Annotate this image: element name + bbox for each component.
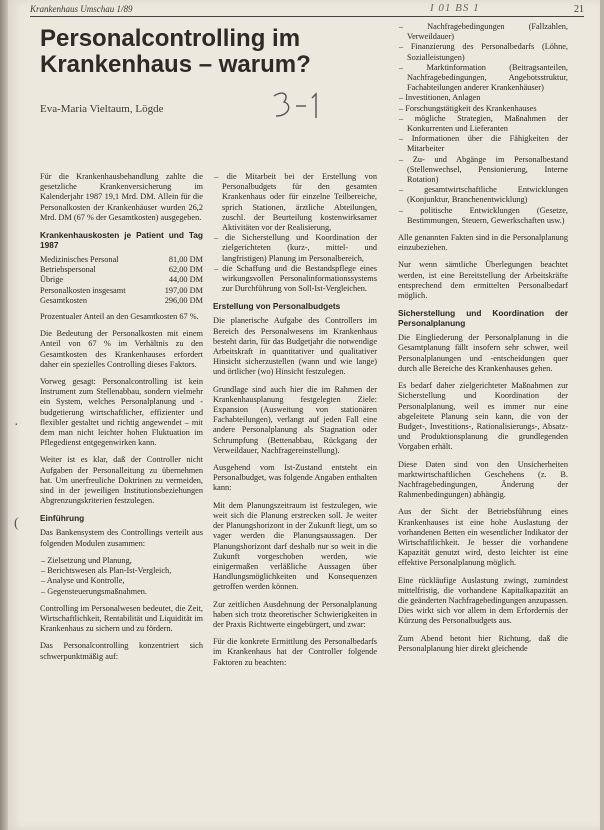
binding-edge — [0, 0, 8, 830]
cost-table — [40, 255, 203, 306]
author-byline: Eva-Maria Vieltaum, Lögde — [40, 103, 164, 115]
paragraph: Zur zeitlichen Ausdehnung der Personalplanung haben sich trotz theoretischer Schwierigkeiten in der Praxis Richtwerte eingebürgert, und zwar: — [213, 599, 377, 629]
column-3 — [398, 22, 568, 661]
paragraph: Für die konkrete Ermittlung des Personalbedarfs im Krankenhaus hat der Controller folgende Faktoren zu beachten: — [213, 637, 377, 667]
margin-mark: · — [14, 418, 19, 433]
list-item: – Nachfragebedingungen (Fallzahlen, Verweildauer) — [407, 22, 568, 42]
list-item: – Marktinformation (Beitragsanteilen, Nachfragebedingungen, Angebotsstruktur, Fachabteilungen anderer Krankenhäuser) — [407, 63, 568, 94]
title-line-2: Krankenhaus – warum? — [40, 51, 311, 78]
cost-heading: Krankenhauskosten je Patient und Tag 1987 — [40, 230, 203, 251]
list-item: – Finanzierung des Personalbedarfs (Löhne, Sozialleistungen) — [407, 42, 568, 62]
paragraph: Die Eingliederung der Personalplanung in die Gesamtplanung fällt insofern sehr schwer, weil Personalplanungen und -entscheidungen quer durch alle Bereiche des Krankenhauses gehen. — [398, 333, 568, 373]
paragraph: Diese Daten sind von den Unsicherheiten marktwirtschaftlichen Geschehens (z. B. Nachfragebedingungen, Änderung der Rahmenbedingungen) abhängig. — [398, 459, 568, 500]
cost-label: Betriebspersonal — [40, 265, 96, 275]
cost-row — [40, 286, 203, 296]
paragraph: Grundlage sind auch hier die im Rahmen der Krankenhausplanung festgelegten Ziele: Expansion (Ausweitung von stationären Fachabteilungen), verlangt auf jeden Fall eine andere Personalplanung als Stagnation oder Schrumpfung (Bettenabbau, Rückgang der Verweildauer, Nachfragereinstellung). — [213, 384, 377, 455]
cost-amount: 44,00 DM — [168, 275, 203, 285]
paragraph: Es bedarf daher zielgerichteter Maßnahmen zur Sicherstellung und Koordination der Personalplanung, weil es immer nur eine abgeleitete Planung sein kann, die von der Budget-, Investitions-, Rationalisierungs-, Absatz- und Produktionsplanung die grundlegenden Vorgaben erhält. — [398, 381, 568, 452]
running-header — [30, 4, 584, 16]
list-item: – die Sicherstellung und Koordination der zielgerichteten (kurz-, mittel- und langfristigen) Planung im Personalbereich, — [222, 233, 377, 264]
cost-label: Medizinisches Personal — [40, 255, 119, 265]
cost-amount: 62,00 DM — [168, 265, 203, 275]
archive-stamp: I 01 BS 1 — [430, 2, 480, 14]
paragraph: Nur wenn sämtliche Überlegungen beachtet werden, ist eine Bereitstellung der Arbeitskräfte entsprechend dem ermittelten Personalbedarf möglich. — [398, 260, 568, 301]
list-item: – mögliche Strategien, Maßnahmen der Konkurrenten und Lieferanten — [407, 114, 568, 134]
list-item: – Berichtswesen als Plan-Ist-Vergleich, — [49, 566, 203, 576]
cost-amount: 197,00 DM — [164, 285, 203, 295]
cost-row — [40, 255, 203, 265]
list-item: – die Schaffung und die Bestandspflege eines wirkungsvollen Personalinformationssystems zur Durchführung von Soll-Ist-Vergleichen. — [222, 264, 377, 295]
intro-paragraph: Für die Krankenhausbehandlung zahlte die gesetzliche Krankenversicherung im Kalenderjahr 1987 19,1 Mrd. DM. Allein für die Personalkosten der Krankenhäuser wurden 26,2 Mrd. DM (67 % der Gesamtkosten) ausgegeben. — [40, 172, 203, 222]
page-number: 21 — [574, 4, 584, 15]
cost-label: Personalkosten insgesamt — [40, 285, 126, 295]
cost-amount: 296,00 DM — [164, 295, 203, 305]
section-heading: Sicherstellung und Koordination der Personalplanung — [398, 308, 568, 329]
paragraph: Eine rückläufige Auslastung zwingt, zumindest mittelfristig, die vorhandene Kapitalkapazität an die geänderten Nachfragebedingungen anzupassen. Dies wirkt sich vor allem in dem Erfordernis der Kürzung des Personalbudgets aus. — [398, 575, 569, 626]
margin-mark: ( — [14, 516, 19, 531]
cost-row — [40, 275, 203, 285]
paragraph: Vorweg gesagt: Personalcontrolling ist kein Instrument zum Stellenabbau, sondern vielmehr ein System, welches Personalplanung und -budgetierung wirtschaftlicher, effizienter und flexibler gestaltet und richtig angewendet – mit dem man nicht leichter hohen Fluktuation im Pflegedienst entgegenwirken kann. — [40, 377, 203, 448]
list-item: – Investitionen, Anlagen — [407, 93, 568, 103]
list-item: – Zielsetzung und Planung, — [49, 556, 203, 566]
header-rule — [30, 16, 584, 17]
article-title — [40, 26, 340, 78]
module-list — [40, 556, 203, 597]
list-item: – politische Entwicklungen (Gesetze, Bestimmungen, Steuern, Gewerkschaften usw.) — [407, 206, 568, 226]
paragraph: Die Bedeutung der Personalkosten mit einem Anteil von 67 % im Verhältnis zu den Gesamtkosten des Krankenhauses erfordert daher ein spezielles Controlling dieses Faktors. — [40, 329, 203, 369]
focus-list — [213, 172, 377, 294]
paragraph: Ausgehend vom Ist-Zustand entsteht ein Personalbudget, was folgende Angaben enthalten kann: — [213, 463, 377, 493]
paragraph: Mit dem Planungszeitraum ist festzulegen, wie weit sich die Planung erstrecken soll. Je weiter der Planungshorizont in der Zukunft liegt, um so vager werden die Planungsaussagen. Der Planungshorizont darf deshalb nur so weit in die Zukunft vorgeschoben werden, wie einigermaßen verläßliche Aussagen über Handlungsmöglichkeiten und Konsequenzen getroffen werden können. — [213, 500, 377, 592]
column-2 — [213, 172, 377, 675]
cost-share: Prozentualer Anteil an den Gesamtkosten 67 %. — [40, 312, 199, 322]
paragraph: Das Personalcontrolling konzentriert sich schwerpunktmäßig auf: — [40, 641, 203, 661]
paragraph: Aus der Sicht der Betriebsführung eines Krankenhauses ist eine hohe Auslastung der vorhandenen Betten ein wesentlicher Indikator der Wirtschaftlichkeit. Je besser die vorhandene Kapazität genutzt wird, desto leichter ist eine effektive Personalplanung möglich. — [398, 507, 568, 568]
cost-row — [40, 296, 203, 306]
list-item: – gesamtwirtschaftliche Entwicklungen (Konjunktur, Branchenentwicklung) — [407, 185, 568, 205]
paragraph: Controlling im Personalwesen bedeutet, die Zeit, Wirtschaftlichkeit, Rentabilität und Liquidität im Krankenhaus zu sichern und zu fördern. — [40, 603, 203, 634]
section-heading: Einführung — [40, 513, 85, 524]
list-item: – Zu- und Abgänge im Personalbestand (Stellenwechsel, Pensionierung, Interne Rotation) — [407, 155, 568, 186]
paragraph: Weiter ist es klar, daß der Controller nicht Aufgaben der Personalleitung zu übernehmen hat. Um unerfreuliche Doktrinen zu vermeiden, sind in der jeweiligen Institutionsbeziehungen Abgrenzungskriterien festzulegen. — [40, 455, 203, 506]
cost-label: Übrige — [40, 275, 64, 285]
cost-label: Gesamtkosten — [40, 295, 88, 305]
cost-amount: 81,00 DM — [168, 255, 203, 265]
title-line-1: Personalcontrolling im — [40, 25, 301, 52]
journal-name: Krankenhaus Umschau 1/89 — [30, 4, 133, 14]
factor-list — [398, 22, 568, 226]
paragraph: Alle genannten Fakten sind in die Personalplanung einzubeziehen. — [398, 233, 568, 253]
list-item: – die Mitarbeit bei der Erstellung von Personalbudgets für den gesamten Krankenhaus oder für einzelne Teilbereiche, sprich Stationen, ärztliche Abteilungen, zuschl. der Beurteilung kostenwirksamer Aktivitäten vor der Realisierung, — [222, 172, 377, 233]
cost-row — [40, 265, 203, 275]
list-item: – Analyse und Kontrolle, — [49, 576, 203, 586]
paragraph: Zum Abend betont hier Richtung, daß die Personalplanung hier direkt gleichende — [398, 633, 568, 653]
section-heading: Erstellung von Personalbudgets — [213, 301, 341, 312]
column-1 — [40, 172, 203, 669]
list-item: – Gegensteuerungsmaßnahmen. — [49, 587, 203, 597]
handwritten-annotation — [268, 88, 328, 128]
list-item: – Informationen über die Fähigkeiten der Mitarbeiter — [407, 134, 568, 154]
paragraph: Die planerische Aufgabe des Controllers im Bereich des Personalwesens im Krankenhaus besteht darin, für das Budgetjahr die notwendige Arbeitskraft in quantitativer und qualitativer Hinsicht sicherzustellen (wann und wie lange) und örtlicher (wo) Hinsicht festzulegen. — [213, 316, 377, 377]
list-item: – Forschungstätigkeit des Krankenhauses — [407, 104, 568, 114]
paragraph: Das Bankensystem des Controllings verteilt aus folgenden Modulen zusammen: — [40, 528, 203, 548]
